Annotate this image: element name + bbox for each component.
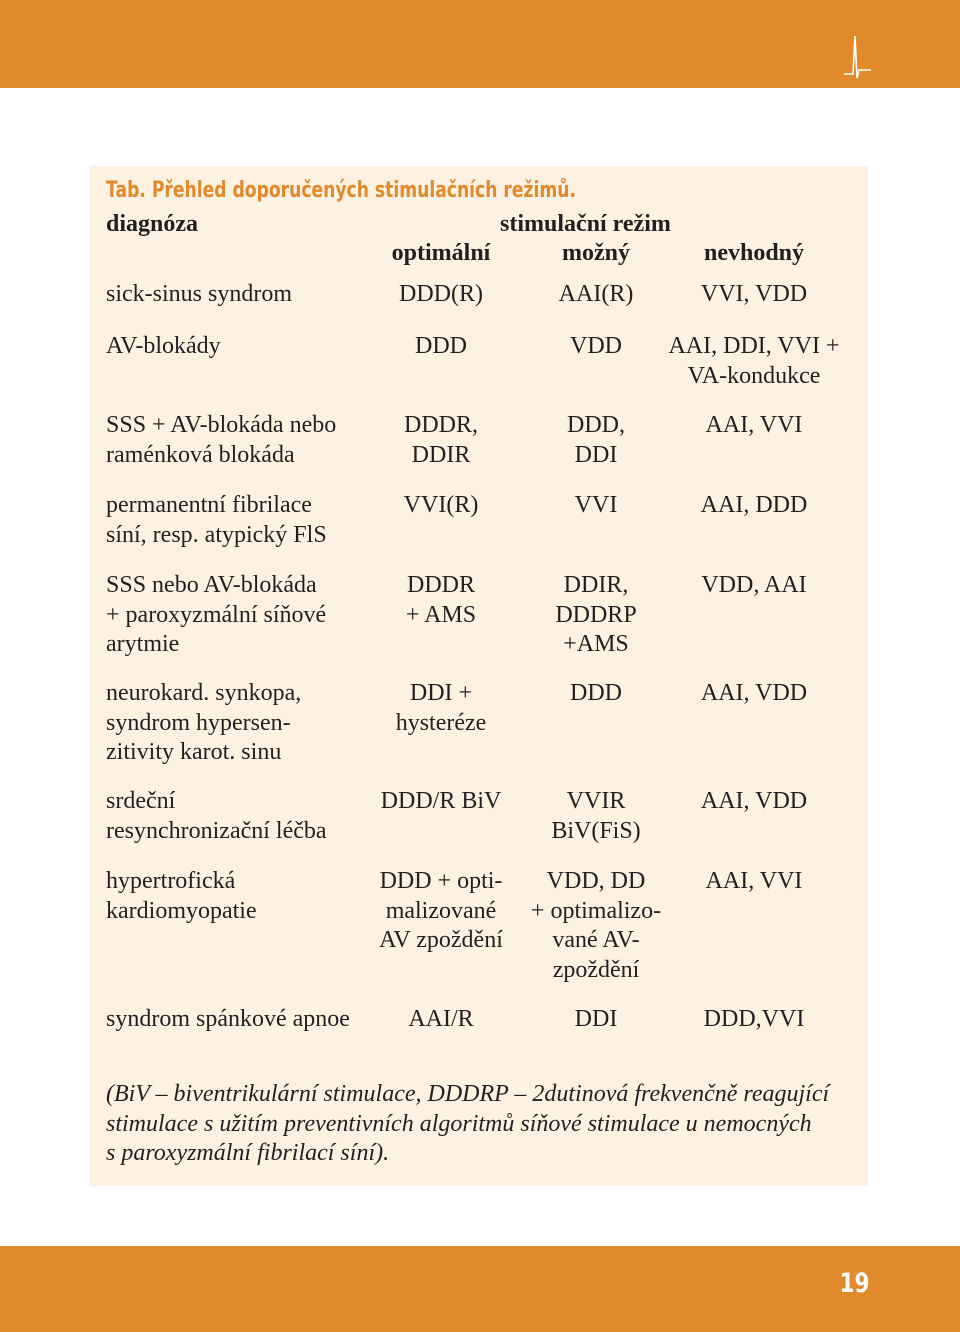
cell-line: syndrom hypersen- (106, 709, 291, 736)
cell-line: DDDR (406, 572, 475, 598)
cell-optimal (355, 491, 527, 521)
cell-unsuitable (665, 571, 843, 601)
cell-line: DDIR (411, 441, 471, 468)
cell-line: SSS nebo AV-blokáda (106, 572, 317, 598)
cell-line: AV-blokády (106, 333, 221, 359)
cell-optimal (355, 1005, 527, 1035)
cell-line: DDDRP (555, 601, 637, 628)
cell-line: VVIR (566, 788, 626, 814)
cell-line: raménková blokáda (106, 441, 295, 468)
cell-line: DDD + opti- (379, 868, 503, 894)
cell-possible (510, 491, 682, 521)
cell-line: srdeční (106, 788, 176, 814)
cell-line: + optimalizo- (530, 897, 662, 924)
cell-line: VVI, VDD (700, 281, 808, 307)
cell-line: AAI, VVI (705, 412, 803, 438)
cell-line: DDI + (409, 680, 473, 706)
cell-line: VVI (574, 492, 618, 518)
cell-optimal (355, 679, 527, 738)
cell-line: zitivity karot. sinu (106, 739, 282, 765)
cell-line: síní, resp. atypický FlS (106, 521, 327, 548)
cell-unsuitable (665, 491, 843, 521)
table-panel (90, 166, 868, 1186)
cell-line: VVI(R) (403, 492, 479, 518)
cell-line: VDD, DD (546, 868, 646, 894)
cell-optimal (355, 332, 527, 362)
cell-line: AAI(R) (558, 281, 634, 307)
ecg-icon (844, 34, 872, 80)
cell-line: +AMS (563, 631, 629, 657)
cell-unsuitable (665, 679, 843, 709)
footer-band (0, 1246, 960, 1332)
cell-line: DDD (415, 333, 467, 359)
cell-line: vané AV- (552, 927, 640, 953)
footnote-line: s paroxyzmální fibrilací síní). (106, 1140, 390, 1166)
cell-line: AAI, DDD (700, 492, 808, 518)
cell-diagnosis (106, 787, 386, 846)
cell-optimal (355, 571, 527, 630)
header-diagnosis: diagnóza (106, 211, 199, 237)
cell-line: VDD, AAI (701, 572, 807, 598)
cell-optimal (355, 787, 527, 817)
cell-diagnosis (106, 679, 386, 768)
cell-line: VDD (570, 333, 622, 359)
header-optimal: optimální (391, 240, 491, 266)
table-footnote (106, 1080, 846, 1169)
cell-line: sick-sinus syndrom (106, 281, 292, 307)
header-possible: možný (562, 240, 630, 266)
cell-possible (510, 280, 682, 310)
footnote-line: (BiV – biventrikulární stimulace, DDDRP – 2dutinová frekvenčně reagující (106, 1081, 830, 1107)
footnote-line: stimulace s užitím preventivních algoritmů síňové stimulace u nemocných (106, 1110, 812, 1137)
header-unsuitable: nevhodný (703, 240, 805, 266)
cell-line: SSS + AV-blokáda nebo (106, 412, 337, 438)
table-title: Tab. Přehled doporučených stimulačních režimů. (106, 178, 576, 203)
cell-possible (510, 332, 682, 362)
cell-line: VA-kondukce (687, 362, 821, 389)
cell-unsuitable (665, 867, 843, 897)
cell-line: AAI, VVI (705, 868, 803, 894)
cell-line: + AMS (405, 601, 477, 628)
cell-line: DDDR, (403, 412, 478, 438)
cell-unsuitable (665, 1005, 843, 1035)
cell-unsuitable (665, 332, 843, 391)
cell-line: zpoždění (552, 956, 640, 983)
cell-possible (510, 867, 682, 985)
cell-line: DDIR, (563, 572, 629, 598)
cell-line: AAI, VDD (700, 680, 808, 706)
cell-possible (510, 571, 682, 660)
cell-line: DDD (570, 680, 622, 706)
cell-line: DDI (574, 441, 618, 468)
cell-diagnosis (106, 1005, 386, 1035)
cell-diagnosis (106, 867, 386, 926)
cell-unsuitable (665, 411, 843, 441)
cell-unsuitable (665, 280, 843, 310)
header-stimulation-mode: stimulační režim (500, 211, 671, 237)
cell-line: DDD, (567, 412, 625, 438)
cell-diagnosis (106, 332, 386, 362)
cell-line: kardiomyopatie (106, 897, 257, 924)
header-band (0, 0, 960, 88)
cell-line: syndrom spánkové apnoe (106, 1006, 350, 1032)
cell-possible (510, 411, 682, 470)
cell-line: AAI, DDI, VVI + (668, 333, 840, 359)
cell-optimal (355, 411, 527, 470)
cell-line: DDD/R BiV (380, 788, 502, 814)
cell-line: BiV(FiS) (551, 817, 641, 844)
cell-line: DDI (574, 1006, 618, 1032)
cell-possible (510, 787, 682, 846)
cell-line: AAI/R (408, 1006, 474, 1032)
cell-diagnosis (106, 571, 386, 660)
cell-line: DDD,VVI (703, 1006, 805, 1032)
cell-diagnosis (106, 280, 386, 310)
cell-diagnosis (106, 491, 386, 550)
cell-line: arytmie (106, 631, 180, 657)
cell-line: + paroxyzmální síňové (106, 601, 327, 628)
cell-line: neurokard. synkopa, (106, 680, 302, 706)
cell-diagnosis (106, 411, 386, 470)
page-number: 19 (839, 1268, 870, 1299)
cell-line: permanentní fibrilace (106, 492, 312, 518)
cell-line: malizované (385, 897, 497, 924)
cell-unsuitable (665, 787, 843, 817)
cell-optimal (355, 280, 527, 310)
cell-line: DDD(R) (399, 281, 483, 307)
cell-optimal (355, 867, 527, 956)
cell-line: hypertrofická (106, 868, 236, 894)
cell-line: AV zpoždění (379, 927, 503, 953)
cell-line: hysteréze (395, 709, 487, 736)
cell-possible (510, 679, 682, 709)
cell-possible (510, 1005, 682, 1035)
cell-line: AAI, VDD (700, 788, 808, 814)
cell-line: resynchronizační léčba (106, 817, 327, 844)
